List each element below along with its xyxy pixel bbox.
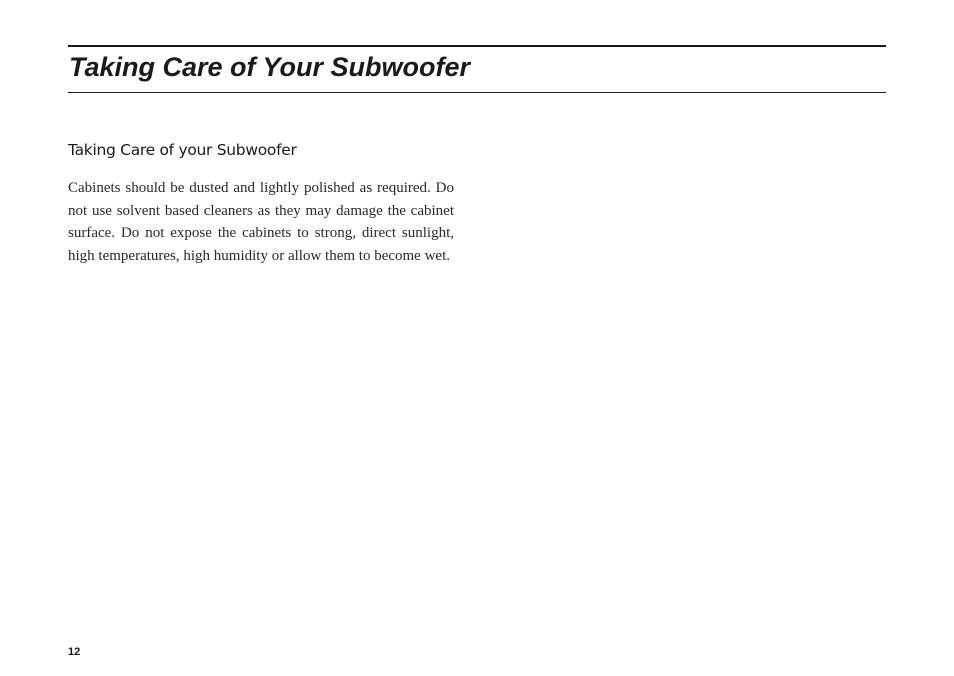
page-title: Taking Care of Your Subwoofer — [69, 52, 471, 82]
section-heading: Taking Care of your Subwoofer — [68, 141, 297, 159]
header-rule-top — [68, 45, 886, 47]
header-rule-bottom — [68, 92, 886, 93]
page-number: 12 — [68, 646, 81, 658]
section-body-text: Cabinets should be dusted and lightly polished as required. Do not use solvent based cleaners as they may damage the cabinet surface. Do not expose the cabinets to strong, direct sunlight, high temperatures, high humidity or allow them to become wet. — [68, 180, 454, 264]
